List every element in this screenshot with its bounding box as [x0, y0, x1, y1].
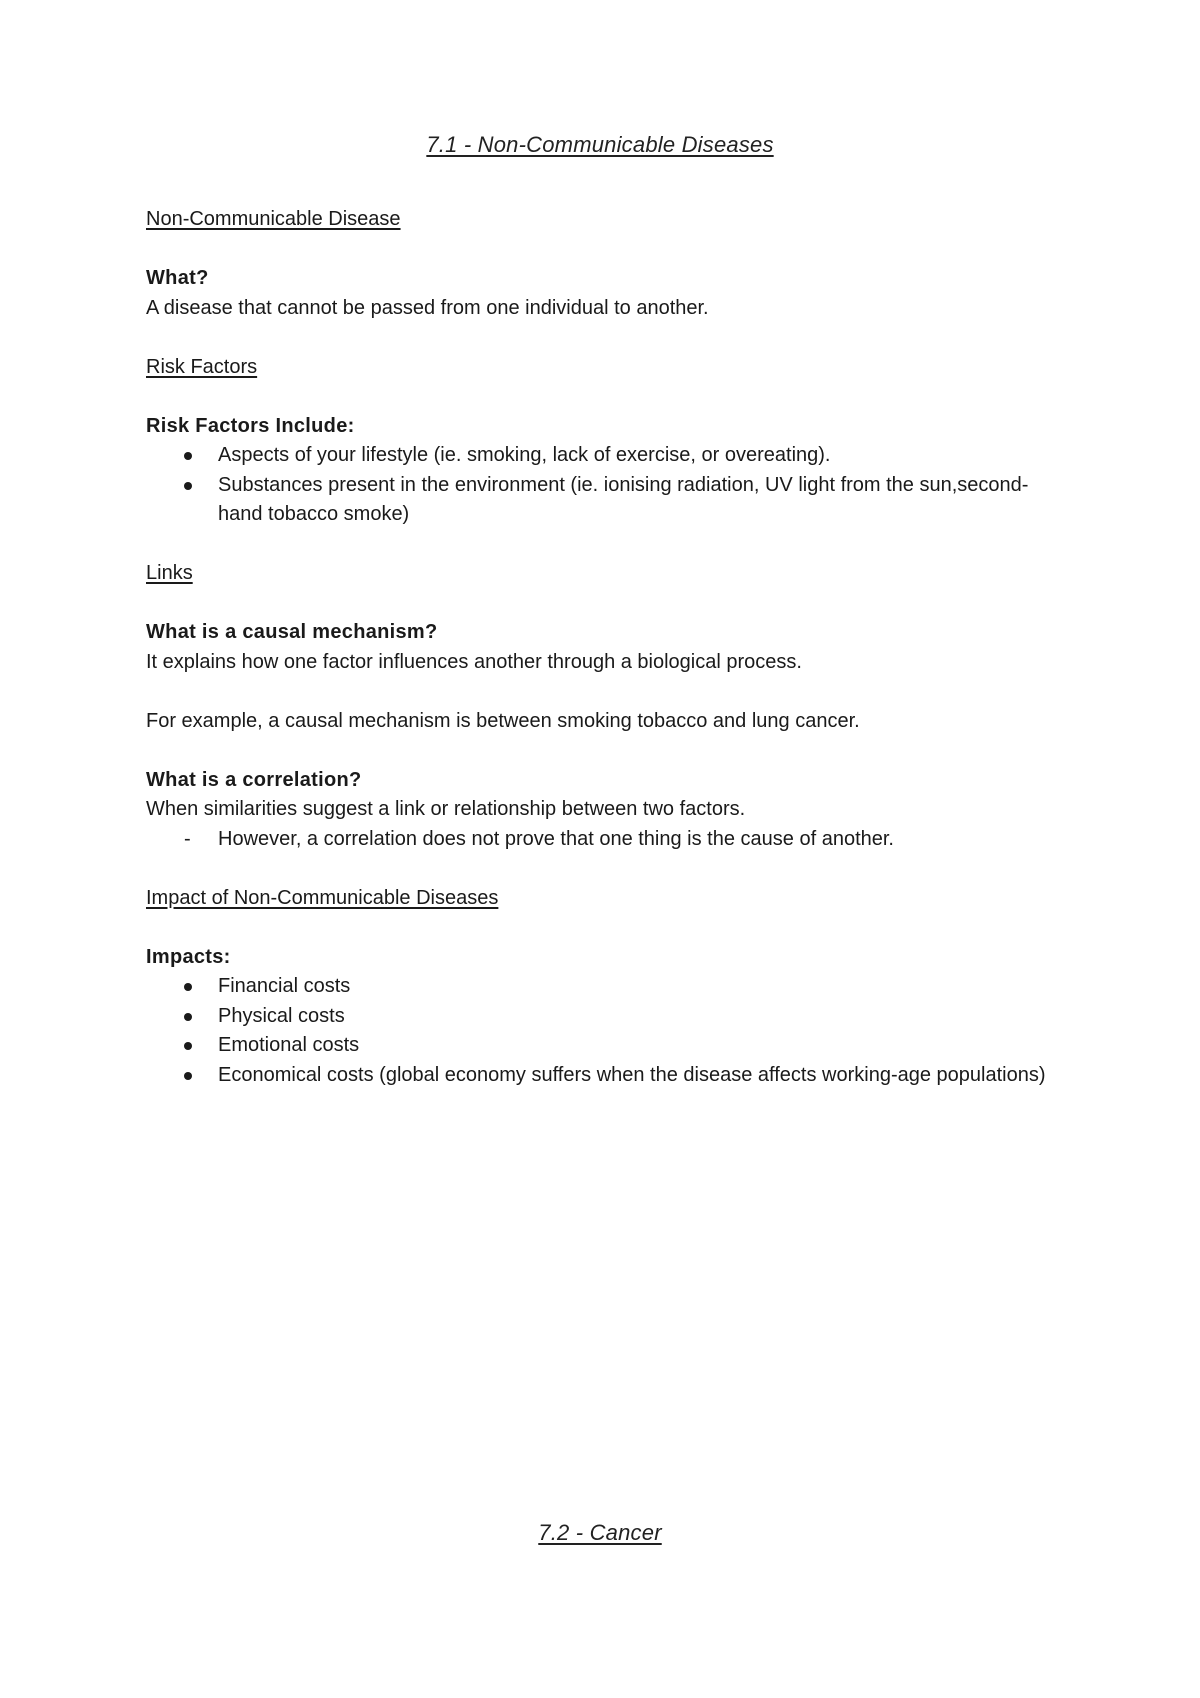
heading-risk-factors: Risk Factors — [146, 355, 258, 378]
heading-impact: Impact of Non-Communicable Diseases — [146, 886, 499, 909]
list-item — [146, 972, 1046, 1002]
question-causal-mechanism: What is a causal mechanism? — [146, 621, 438, 643]
spacer — [146, 913, 1046, 943]
heading-non-communicable-disease: Non-Communicable Disease — [146, 208, 401, 230]
list-item-text: Physical costs — [218, 1004, 345, 1027]
bullet-icon — [184, 482, 192, 490]
list-item — [146, 1061, 1046, 1091]
risk-factors-list — [146, 441, 1046, 530]
list-item-text: Aspects of your lifestyle (ie. smoking, lack of exercise, or overeating). — [218, 444, 831, 466]
list-item-text: However, a correlation does not prove that one thing is the cause of another. — [218, 827, 894, 850]
spacer — [146, 589, 1046, 619]
dash-marker: - — [184, 827, 191, 850]
spacer — [146, 235, 1046, 265]
list-item-text: Financial costs — [218, 975, 351, 997]
section-7-1-content — [146, 205, 1046, 1090]
answer-what: A disease that cannot be passed from one individual to another. — [146, 296, 709, 319]
answer-causal-mechanism: It explains how one factor influences another through a biological process. — [146, 650, 802, 673]
heading-links: Links — [146, 562, 193, 584]
answer-correlation: When similarities suggest a link or relationship between two factors. — [146, 798, 746, 820]
list-item-text: Economical costs (global economy suffers when the disease affects working-age populations) — [218, 1063, 1046, 1086]
question-correlation: What is a correlation? — [146, 768, 362, 791]
section-title-7-2: 7.2 - Cancer — [538, 1520, 662, 1545]
bullet-icon — [184, 1042, 192, 1050]
list-item — [146, 471, 1046, 530]
spacer — [146, 530, 1046, 560]
bullet-icon — [184, 1013, 192, 1021]
bullet-icon — [184, 452, 192, 460]
impacts-label: Impacts: — [146, 945, 231, 968]
list-item — [146, 1002, 1046, 1032]
question-what: What? — [146, 267, 209, 289]
list-item — [146, 441, 1046, 471]
spacer — [146, 677, 1046, 707]
causal-example: For example, a causal mechanism is between smoking tobacco and lung cancer. — [146, 709, 860, 732]
bullet-icon — [184, 1072, 192, 1080]
list-item — [146, 825, 1046, 855]
impacts-list — [146, 972, 1046, 1090]
spacer — [146, 323, 1046, 353]
correlation-notes-list — [146, 825, 1046, 855]
list-item-text: Emotional costs — [218, 1034, 360, 1056]
list-item — [146, 1031, 1046, 1061]
list-item-text: Substances present in the environment (ie. ionising radiation, UV light from the sun,second-hand tobacco smoke) — [218, 473, 1029, 525]
spacer — [146, 382, 1046, 412]
spacer — [146, 736, 1046, 766]
spacer — [146, 854, 1046, 884]
bullet-icon — [184, 983, 192, 991]
section-title-7-1: 7.1 - Non-Communicable Diseases — [426, 132, 774, 157]
risk-factors-label: Risk Factors Include: — [146, 414, 355, 437]
